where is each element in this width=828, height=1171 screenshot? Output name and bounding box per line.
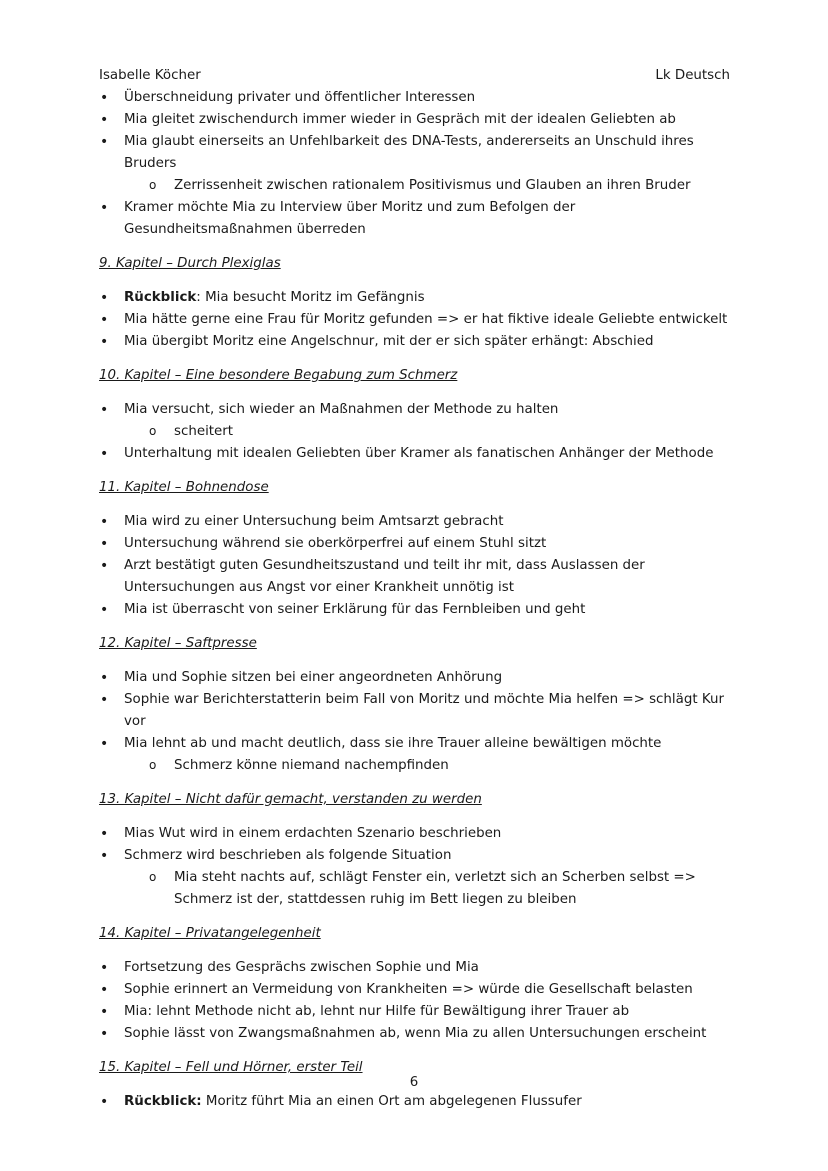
sub-list-item: o Schmerz könne niemand nachempfinden <box>99 755 739 777</box>
list-item: • Überschneidung privater und öffentlicher Interessen <box>99 87 739 109</box>
list-item: • Fortsetzung des Gesprächs zwischen Sophie und Mia <box>99 957 739 979</box>
list-item: • Mia lehnt ab und macht deutlich, dass sie ihre Trauer alleine bewältigen möchte <box>99 733 739 755</box>
chapter-13-section <box>99 789 739 911</box>
list-item: • Mia versucht, sich wieder an Maßnahmen der Methode zu halten <box>99 399 739 421</box>
chapter-list <box>99 957 739 1045</box>
chapter-11-section <box>99 477 739 621</box>
intro-list <box>99 87 739 241</box>
chapter-heading: 12. Kapitel – Saftpresse <box>99 636 257 651</box>
chapter-heading: 9. Kapitel – Durch Plexiglas <box>99 256 281 271</box>
list-item: • Sophie war Berichterstatterin beim Fall von Moritz und möchte Mia helfen => schlägt Kur vor <box>99 689 739 733</box>
chapter-12-section <box>99 633 739 777</box>
list-item: • Mia ist überrascht von seiner Erklärung für das Fernbleiben und geht <box>99 599 739 621</box>
page-content <box>99 87 739 1113</box>
list-item <box>99 1091 739 1113</box>
list-item: • Mia und Sophie sitzen bei einer angeordneten Anhörung <box>99 667 739 689</box>
chapter-list <box>99 511 739 621</box>
chapter-list <box>99 399 739 465</box>
chapter-heading: 15. Kapitel – Fell und Hörner, erster Teil <box>99 1060 363 1075</box>
chapter-heading: 11. Kapitel – Bohnendose <box>99 480 269 495</box>
course-name: Lk Deutsch <box>655 68 730 83</box>
list-item: • Mias Wut wird in einem erdachten Szenario beschrieben <box>99 823 739 845</box>
chapter-heading: 10. Kapitel – Eine besondere Begabung zum Schmerz <box>99 368 458 383</box>
list-item <box>99 287 739 309</box>
bold-label: Rückblick: <box>124 1094 202 1109</box>
chapter-list <box>99 823 739 911</box>
chapter-heading: 13. Kapitel – Nicht dafür gemacht, verstanden zu werden <box>99 792 482 807</box>
chapter-14-section <box>99 923 739 1045</box>
sub-list-item: o Zerrissenheit zwischen rationalem Positivismus und Glauben an ihren Bruder <box>99 175 739 197</box>
chapter-list <box>99 287 739 353</box>
chapter-list <box>99 667 739 777</box>
list-item: • Mia hätte gerne eine Frau für Moritz gefunden => er hat fiktive ideale Geliebte entwickelt <box>99 309 739 331</box>
page-number: 6 <box>409 1075 419 1090</box>
chapter-list <box>99 1091 739 1113</box>
bold-label: Rückblick <box>124 290 197 305</box>
chapter-10-section <box>99 365 739 465</box>
list-item: • Sophie lässt von Zwangsmaßnahmen ab, wenn Mia zu allen Untersuchungen erscheint <box>99 1023 739 1045</box>
list-item: • Mia glaubt einerseits an Unfehlbarkeit des DNA-Tests, andererseits an Unschuld ihres Bruders <box>99 131 739 175</box>
list-item: • Mia gleitet zwischendurch immer wieder in Gespräch mit der idealen Geliebten ab <box>99 109 739 131</box>
chapter-9-section <box>99 253 739 353</box>
sub-list-item: o scheitert <box>99 421 739 443</box>
list-item: • Untersuchung während sie oberkörperfrei auf einem Stuhl sitzt <box>99 533 739 555</box>
list-item: • Sophie erinnert an Vermeidung von Krankheiten => würde die Gesellschaft belasten <box>99 979 739 1001</box>
sub-list-item: o Mia steht nachts auf, schlägt Fenster ein, verletzt sich an Scherben selbst => Schmerz ist der, stattdessen ruhig im Bett liegen zu bleiben <box>99 867 739 911</box>
list-item: • Schmerz wird beschrieben als folgende Situation <box>99 845 739 867</box>
list-item: • Mia wird zu einer Untersuchung beim Amtsarzt gebracht <box>99 511 739 533</box>
list-item: • Mia übergibt Moritz eine Angelschnur, mit der er sich später erhängt: Abschied <box>99 331 739 353</box>
item-text: : Mia besucht Moritz im Gefängnis <box>196 290 425 305</box>
list-item: • Unterhaltung mit idealen Geliebten über Kramer als fanatischen Anhänger der Methode <box>99 443 739 465</box>
item-text: Moritz führt Mia an einen Ort am abgelegenen Flussufer <box>201 1094 582 1109</box>
page-header <box>99 68 730 88</box>
author-name: Isabelle Köcher <box>99 68 201 83</box>
list-item: • Mia: lehnt Methode nicht ab, lehnt nur Hilfe für Bewältigung ihrer Trauer ab <box>99 1001 739 1023</box>
list-item: • Arzt bestätigt guten Gesundheitszustand und teilt ihr mit, dass Auslassen der Untersuchungen aus Angst vor einer Krankheit unnötig ist <box>99 555 739 599</box>
list-item: • Kramer möchte Mia zu Interview über Moritz und zum Befolgen der Gesundheitsmaßnahmen überreden <box>99 197 739 241</box>
chapter-heading: 14. Kapitel – Privatangelegenheit <box>99 926 321 941</box>
